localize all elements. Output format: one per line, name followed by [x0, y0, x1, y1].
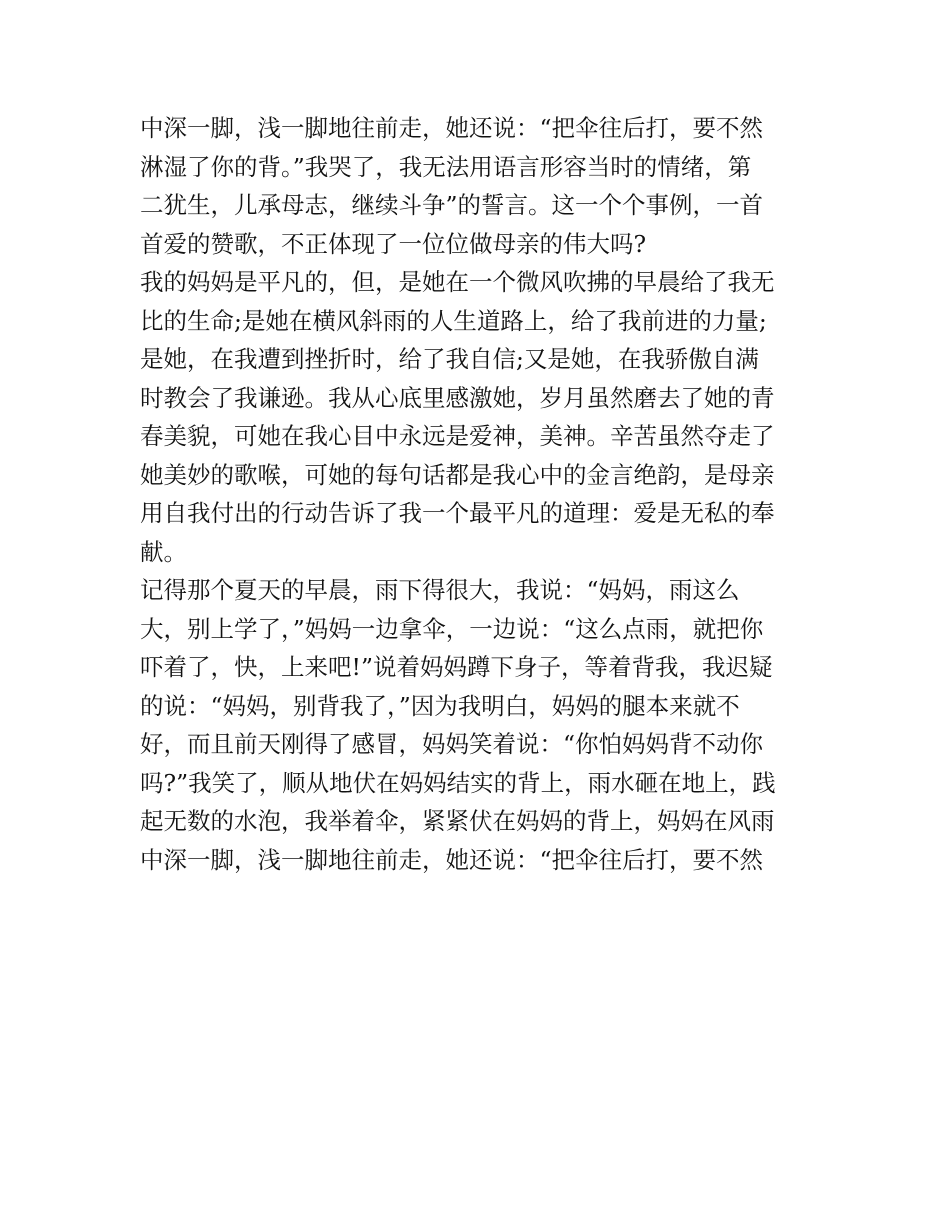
text-line: 我的妈妈是平凡的，但，是她在一个微风吹拂的早晨给了我无: [140, 268, 775, 296]
text-line: 吗?”我笑了，顺从地伏在妈妈结实的背上，雨水砸在地上，践: [140, 768, 776, 797]
text-line: 记得那个夏天的早晨，雨下得很大，我说：“妈妈，雨这么: [140, 576, 740, 604]
text-line: 起无数的水泡，我举着伞，紧紧伏在妈妈的背上，妈妈在风雨: [140, 807, 775, 835]
text-line: 时教会了我谦逊。我从心底里感激她，岁月虽然磨去了她的青: [140, 383, 775, 412]
text-line: 是她，在我遭到挫折时，给了我自信;又是她，在我骄傲自满: [140, 345, 759, 373]
text-line: 二犹生，儿承母志，继续斗争”的誓言。这一个个事例，一首: [140, 191, 764, 219]
text-line: 中深一脚，浅一脚地往前走，她还说：“把伞往后打，要不然: [140, 114, 764, 142]
body-text: [140, 109, 820, 879]
text-line: 吓着了，快，上来吧!”说着妈妈蹲下身子，等着背我，我迟疑: [140, 653, 773, 681]
text-line: 的说：“妈妈，别背我了，”因为我明白，妈妈的腿本来就不: [140, 691, 740, 720]
text-line: 比的生命;是她在横风斜雨的人生道路上，给了我前进的力量;: [140, 306, 767, 335]
text-line: 中深一脚，浅一脚地往前走，她还说：“把伞往后打，要不然: [140, 845, 764, 874]
text-line: 春美貌，可她在我心目中永远是爱神，美神。辛苦虽然夺走了: [140, 422, 775, 450]
text-line: 大，别上学了，”妈妈一边拿伞，一边说：“这么点雨，就把你: [140, 614, 764, 643]
text-line: 她美妙的歌喉，可她的每句话都是我心中的金言绝韵，是母亲: [140, 460, 775, 489]
text-line: 淋湿了你的背。”我哭了，我无法用语言形容当时的情绪，第: [140, 152, 752, 181]
text-line: 用自我付出的行动告诉了我一个最平凡的道理：爱是无私的奉: [140, 499, 775, 527]
text-line: 献。: [140, 537, 187, 566]
text-line: 首爱的赞歌，不正体现了一位位做母亲的伟大吗?: [140, 229, 647, 258]
text-line: 好，而且前天刚得了感冒，妈妈笑着说：“你怕妈妈背不动你: [140, 730, 764, 758]
